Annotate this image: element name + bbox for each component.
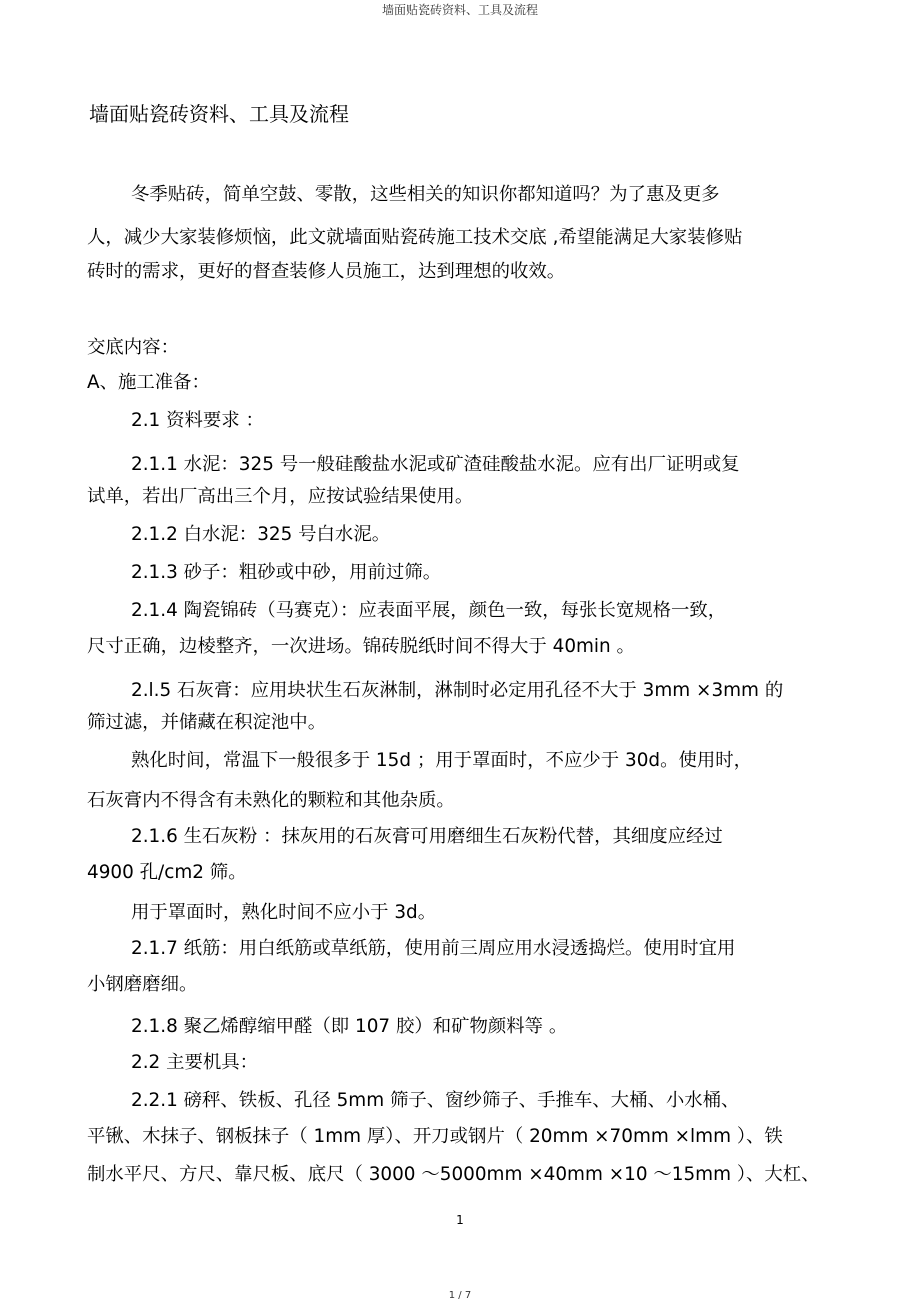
- paragraph-line: 平锹、木抹子、钢板抹子（ 1mm 厚）、开刀或钢片（ 20mm ×70mm ×lmm ）、铁: [87, 1126, 783, 1147]
- paragraph-line: 2.1.7 纸筋：用白纸筋或草纸筋，使用前三周应用水浸透捣烂。使用时宜用: [131, 938, 736, 959]
- paragraph-line: 4900 孔/cm2 筛。: [87, 862, 247, 883]
- paragraph-line: 用于罩面时，熟化时间不应小于 3d。: [131, 902, 437, 923]
- document-title: 墙面贴瓷砖资料、工具及流程: [89, 102, 349, 126]
- paragraph-line: 2.1.6 生石灰粉 ：抹灰用的石灰膏可用磨细生石灰粉代替，其细度应经过: [131, 826, 723, 847]
- paragraph-line: 筛过滤，并储藏在积淀池中。: [87, 712, 327, 733]
- item-heading: 2.2 主要机具：: [131, 1052, 259, 1073]
- intro-line-1: 冬季贴砖，简单空鼓、零散，这些相关的知识你都知道吗？为了惠及更多: [131, 184, 720, 205]
- paragraph-line: 2.2.1 磅秤、铁板、孔径 5mm 筛子、窗纱筛子、手推车、大桶、小水桶、: [131, 1090, 740, 1111]
- item-heading: 2.1 资料要求 ：: [131, 410, 264, 431]
- page-number: 1: [456, 1213, 464, 1227]
- paragraph-line: 小钢磨磨细。: [87, 974, 198, 995]
- subsection-heading: A、施工准备：: [87, 372, 210, 393]
- paragraph-line: 2.1.1 水泥：325 号一般硅酸盐水泥或矿渣硅酸盐水泥。应有出厂证明或复: [131, 454, 740, 475]
- paragraph-line: 2.1.2 白水泥：325 号白水泥。: [131, 524, 391, 545]
- page-footer: 1 / 7: [448, 1290, 472, 1301]
- paragraph-line: 2.l.5 石灰膏：应用块状生石灰淋制，淋制时必定用孔径不大于 3mm ×3mm 的: [131, 680, 784, 701]
- intro-line-3: 砖时的需求，更好的督查装修人员施工，达到理想的收效。: [87, 261, 566, 282]
- paragraph-line: 试单，若出厂高出三个月，应按试验结果使用。: [87, 486, 474, 507]
- paragraph-line: 2.1.4 陶瓷锦砖（马赛克）：应表面平展，颜色一致，每张长宽规格一致，: [131, 600, 727, 621]
- running-header: 墙面贴瓷砖资料、工具及流程: [381, 3, 538, 17]
- paragraph-line: 2.1.8 聚乙烯醇缩甲醛（即 107 胶）和矿物颜料等 。: [131, 1016, 568, 1037]
- paragraph-line: 2.1.3 砂子：粗砂或中砂，用前过筛。: [131, 562, 442, 583]
- paragraph-line: 制水平尺、方尺、靠尺板、底尺（ 3000 ～5000mm ×40mm ×10 ～15mm ）、大杠、: [87, 1164, 820, 1185]
- paragraph-line: 尺寸正确，边棱整齐，一次进场。锦砖脱纸时间不得大于 40min 。: [87, 636, 635, 657]
- paragraph-line: 石灰膏内不得含有未熟化的颗粒和其他杂质。: [87, 790, 455, 811]
- section-heading: 交底内容：: [87, 337, 179, 358]
- intro-line-2: 人，减少大家装修烦恼，此文就墙面贴瓷砖施工技术交底 ,希望能满足大家装修贴: [87, 227, 743, 248]
- paragraph-line: 熟化时间，常温下一般很多于 15d ；用于罩面时，不应少于 30d。使用时，: [131, 750, 753, 771]
